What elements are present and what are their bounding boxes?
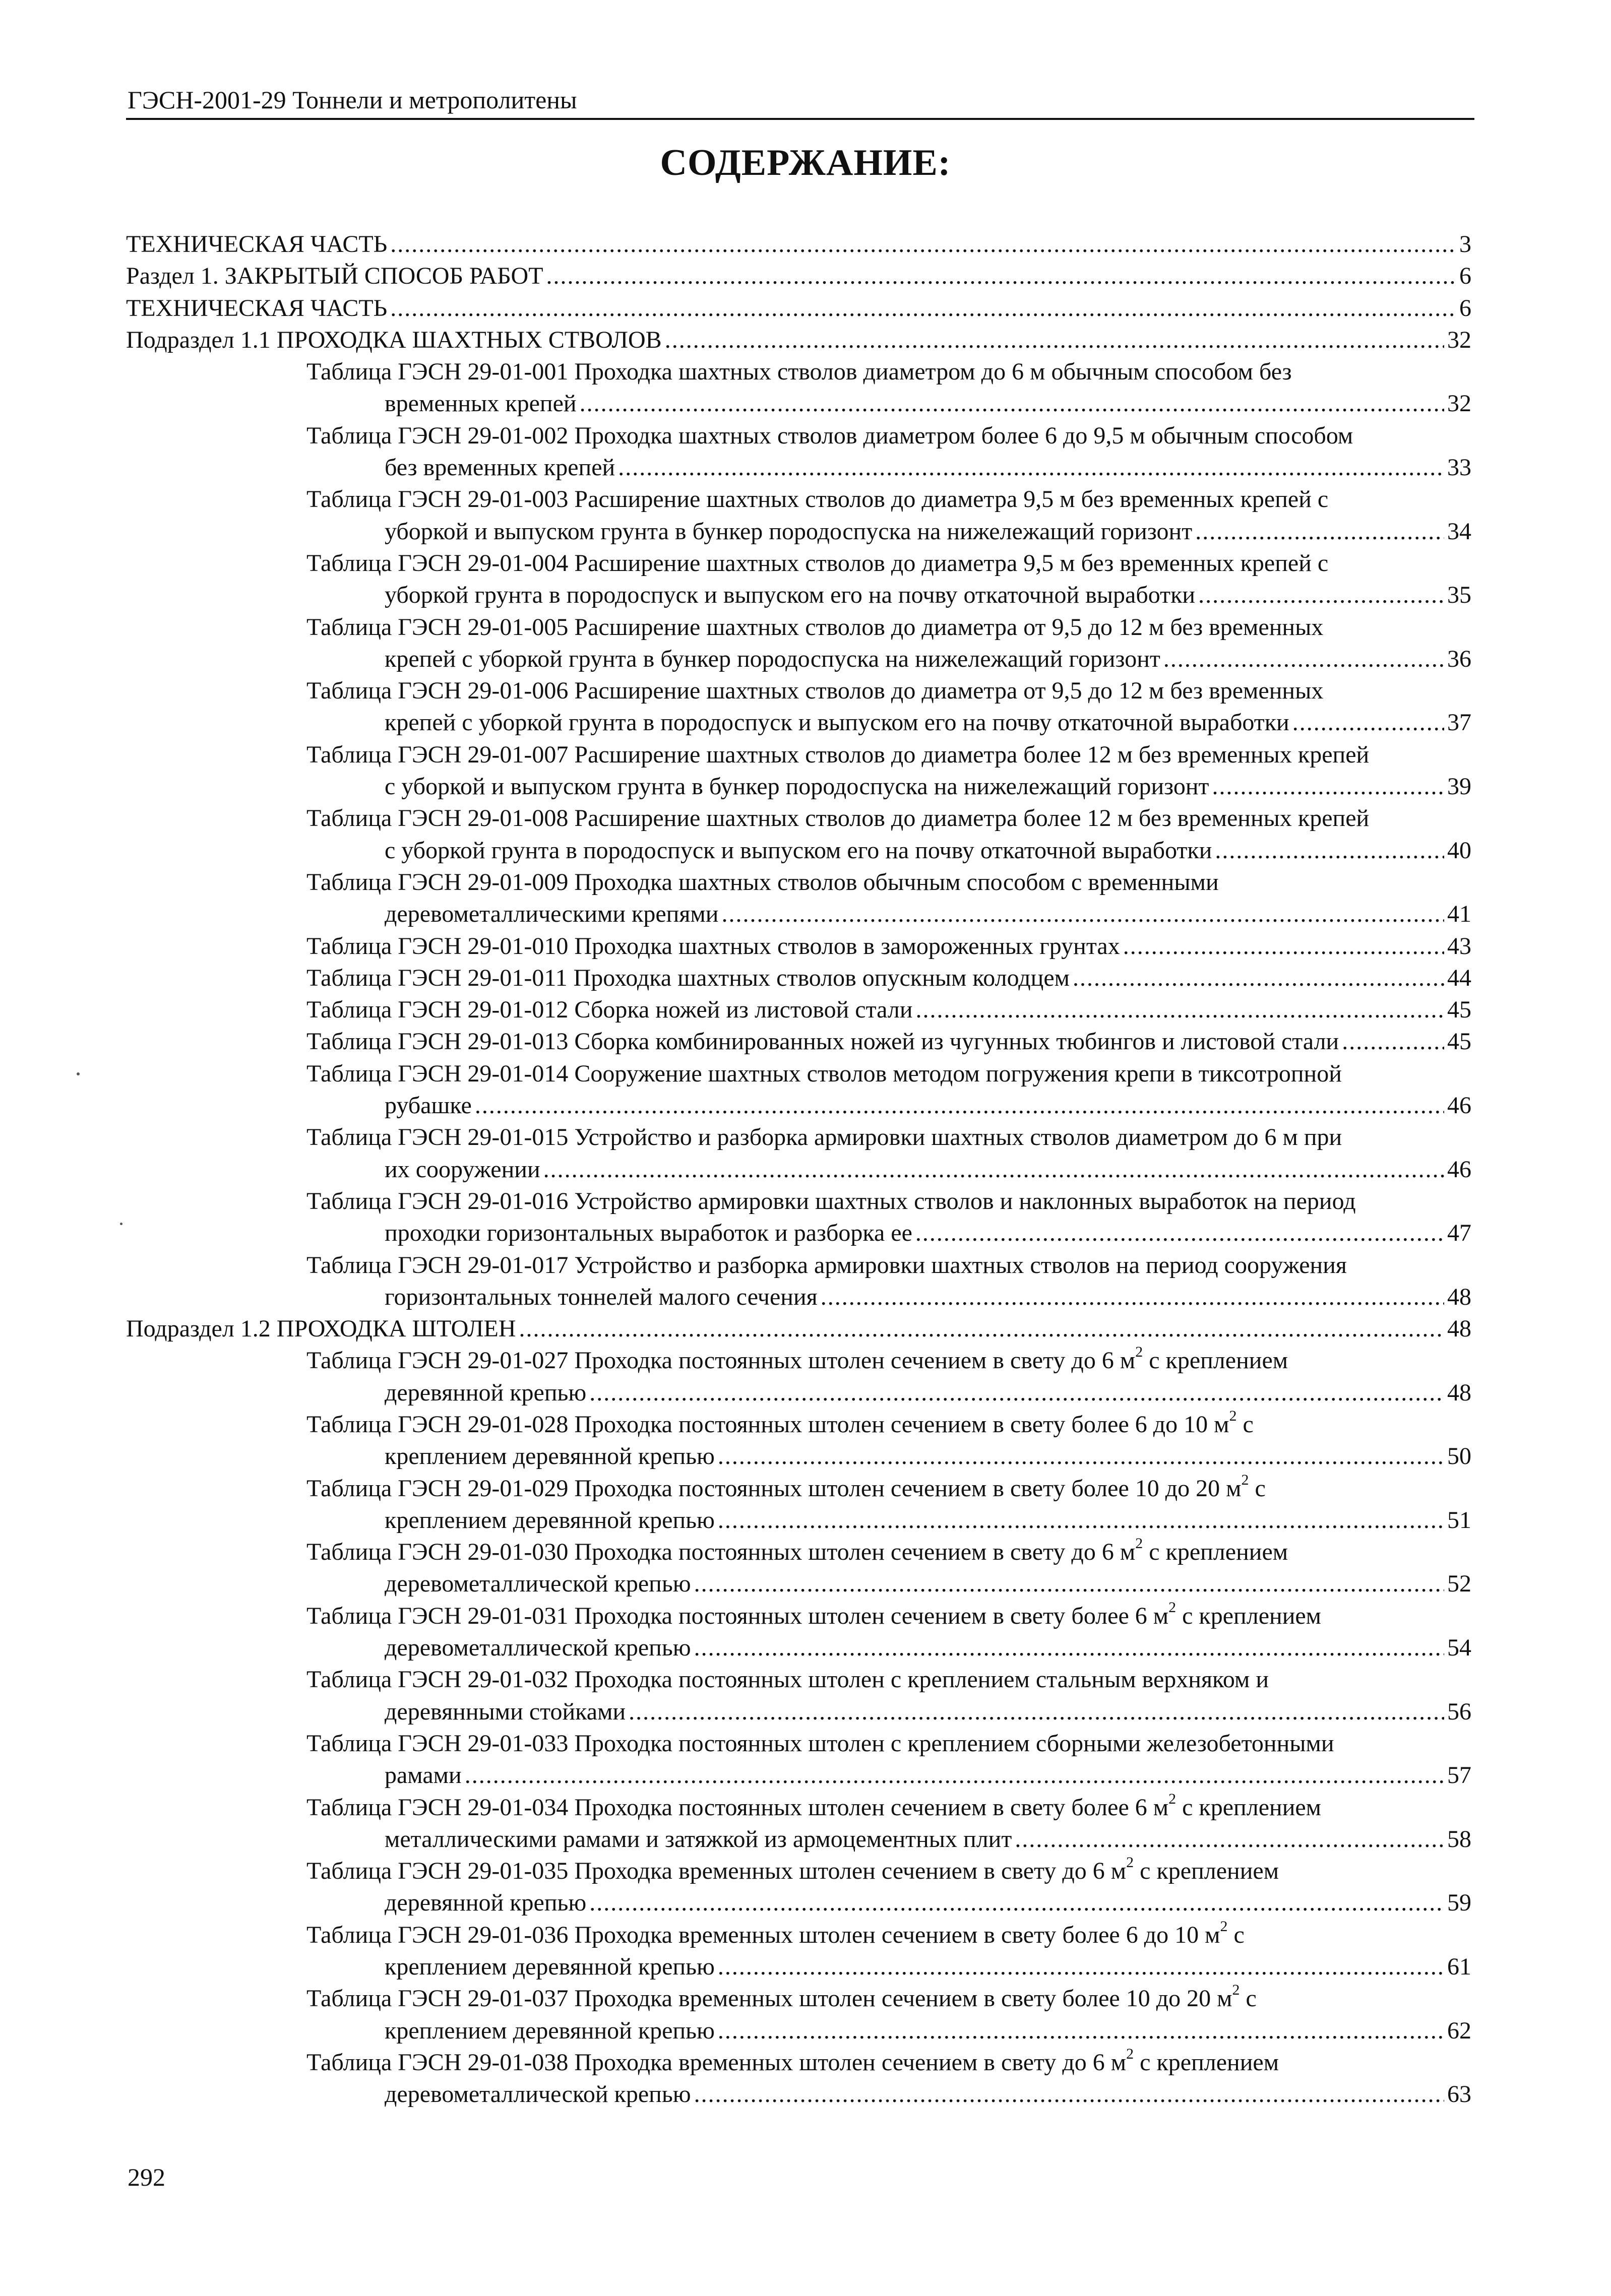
- dot-leader: [390, 228, 1456, 260]
- scan-speck: [120, 1223, 122, 1225]
- dot-leader: [589, 1887, 1444, 1919]
- toc-entry-line: [306, 1090, 1471, 1121]
- toc-entry-line: [306, 1377, 1471, 1409]
- toc-entry-line: [306, 1855, 1471, 1887]
- dot-leader: [718, 2015, 1444, 2047]
- toc-table-entry[interactable]: [126, 739, 1471, 803]
- dot-leader: [1195, 516, 1444, 547]
- toc-entry-line: [306, 1536, 1471, 1568]
- toc-entry-line: [306, 1121, 1471, 1153]
- toc-entry-line: [306, 1983, 1471, 2014]
- toc-table-entry[interactable]: [126, 1026, 1471, 1057]
- toc-page-number: 48: [1447, 1379, 1471, 1406]
- dot-leader: [718, 1951, 1444, 1983]
- dot-leader: [1292, 707, 1444, 738]
- toc-entry-text: Таблица ГЭСН 29-01-031 Проходка постоянных штолен сечением в свету более 6 $м^2$ с креплением: [306, 1599, 1322, 1629]
- toc-entry-line: [306, 579, 1471, 611]
- toc-entry-line: [306, 643, 1471, 675]
- toc-table-entry[interactable]: [126, 1058, 1471, 1122]
- toc-entry-text: горизонтальных тоннелей малого сечения: [385, 1283, 818, 1310]
- toc-table-entry[interactable]: [126, 866, 1471, 930]
- page-title: СОДЕРЖАНИЕ:: [660, 142, 951, 183]
- toc-entry-text: Таблица ГЭСН 29-01-036 Проходка временных штолен сечением в свету более 6 до 10 $м^2$ с: [306, 1918, 1245, 1948]
- dot-leader: [694, 1568, 1444, 1600]
- toc-page-number: 45: [1447, 1028, 1471, 1055]
- toc-entry-line: [306, 1026, 1471, 1057]
- toc-entry-text: деревометаллической крепью: [385, 2081, 691, 2108]
- toc-page-number: 59: [1447, 1889, 1471, 1917]
- toc-entry-text: креплением деревянной крепью: [385, 2017, 715, 2044]
- toc-entry-text: с уборкой и выпуском грунта в бункер породоспуска на нижележащий горизонт: [385, 773, 1209, 800]
- toc-entry-line: [306, 675, 1471, 707]
- toc-page-number: 37: [1447, 709, 1471, 736]
- dot-leader: [546, 260, 1456, 292]
- toc-table-entry[interactable]: [126, 483, 1471, 547]
- dot-leader: [1163, 643, 1444, 675]
- toc-entry-text: Таблица ГЭСН 29-01-014 Сооружение шахтных стволов методом погружения крепи в тиксотропной: [306, 1060, 1342, 1087]
- toc-entry-text: крепей с уборкой грунта в бункер породоспуска на нижележащий горизонт: [385, 645, 1160, 672]
- toc-table-entry[interactable]: [126, 1728, 1471, 1792]
- toc-entry-line: [306, 962, 1471, 994]
- toc-section-entry[interactable]: [126, 324, 1471, 356]
- dot-leader: [390, 292, 1456, 324]
- toc-entry-line: [306, 1154, 1471, 1185]
- toc-page-number: 56: [1447, 1698, 1471, 1725]
- dot-leader: [694, 2078, 1444, 2110]
- toc-entry-text: временных крепей: [385, 390, 577, 417]
- toc-page-number: 50: [1447, 1443, 1471, 1470]
- dot-leader: [1198, 579, 1444, 611]
- toc-entry-text: Таблица ГЭСН 29-01-037 Проходка временных штолен сечением в свету более 10 до 20 $м^2$ с: [306, 1982, 1257, 2012]
- toc-entry-text: Таблица ГЭСН 29-01-012 Сборка ножей из листовой стали: [306, 996, 913, 1024]
- toc-entry-text: креплением деревянной крепью: [385, 1506, 715, 1534]
- toc-entry-line: [306, 930, 1471, 962]
- dot-leader: [1073, 962, 1444, 994]
- toc-table-entry[interactable]: [126, 1345, 1471, 1409]
- toc-entry-text: Таблица ГЭСН 29-01-003 Расширение шахтных стволов до диаметра 9,5 м без временных крепей с: [306, 486, 1329, 513]
- toc-page-number: 39: [1447, 773, 1471, 800]
- dot-leader: [475, 1090, 1444, 1121]
- toc-entry-line: [126, 292, 1471, 324]
- toc-entry-text: без временных крепей: [385, 454, 615, 481]
- toc-entry-line: [306, 2015, 1471, 2047]
- toc-entry-text: Подраздел 1.1 ПРОХОДКА ШАХТНЫХ СТВОЛОВ: [126, 326, 662, 353]
- toc-entry-line: [306, 483, 1471, 515]
- toc-entry-text: ТЕХНИЧЕСКАЯ ЧАСТЬ: [126, 231, 388, 258]
- toc-entry-text: Таблица ГЭСН 29-01-038 Проходка временных штолен сечением в свету до 6 $м^2$ с креплением: [306, 2045, 1279, 2076]
- toc-entry-line: [306, 1664, 1471, 1695]
- toc-entry-line: [306, 1823, 1471, 1855]
- toc-entry-text: уборкой и выпуском грунта в бункер породоспуска на нижележащий горизонт: [385, 518, 1193, 545]
- dot-leader: [694, 1632, 1444, 1664]
- toc-page-number: 52: [1447, 1570, 1471, 1598]
- toc-entry-line: [126, 1313, 1471, 1345]
- toc-page-number: 51: [1447, 1506, 1471, 1534]
- scan-speck: [77, 1072, 80, 1075]
- toc-table-entry[interactable]: [126, 1473, 1471, 1537]
- toc-page-number: 61: [1447, 1953, 1471, 1981]
- toc-entry-text: Таблица ГЭСН 29-01-006 Расширение шахтных стволов до диаметра от 9,5 до 12 м без временных: [306, 677, 1324, 705]
- toc-entry-text: Таблица ГЭСН 29-01-030 Проходка постоянных штолен сечением в свету до 6 $м^2$ с креплением: [306, 1535, 1288, 1566]
- toc-entry-line: [306, 707, 1471, 738]
- toc-table-entry[interactable]: [126, 802, 1471, 866]
- toc-entry-text: деревометаллической крепью: [385, 1570, 691, 1598]
- toc-entry-text: Таблица ГЭСН 29-01-007 Расширение шахтных стволов до диаметра более 12 м без временных крепей: [306, 741, 1370, 768]
- toc-entry-line: [306, 898, 1471, 930]
- toc-entry-text: их сооружении: [385, 1156, 540, 1183]
- toc-entry-line: [306, 1759, 1471, 1791]
- toc-page-number: 41: [1447, 901, 1471, 928]
- toc-entry-line: [306, 835, 1471, 866]
- toc-page-number: 32: [1447, 390, 1471, 417]
- toc-table-entry[interactable]: [126, 1600, 1471, 1664]
- toc-entry-line: [306, 547, 1471, 579]
- toc-entry-line: [126, 228, 1471, 260]
- toc-table-entry[interactable]: [126, 1664, 1471, 1728]
- toc-page-number: 54: [1447, 1634, 1471, 1662]
- dot-leader: [465, 1759, 1444, 1791]
- toc-entry-text: Раздел 1. ЗАКРЫТЫЙ СПОСОБ РАБОТ: [126, 263, 543, 290]
- toc-table-entry[interactable]: [126, 994, 1471, 1026]
- toc-entry-line: [306, 1504, 1471, 1536]
- toc-entry-text: уборкой грунта в породоспуск и выпуском его на почву откаточной выработки: [385, 582, 1196, 609]
- toc-entry-line: [306, 1951, 1471, 1983]
- toc-entry-line: [306, 1058, 1471, 1090]
- toc-page-number: 46: [1447, 1092, 1471, 1119]
- toc-entry-text: проходки горизонтальных выработок и разборка ее: [385, 1220, 912, 1247]
- toc-page-number: 32: [1447, 326, 1471, 353]
- header-rule: [126, 118, 1474, 120]
- toc-table-entry[interactable]: [126, 1855, 1471, 1919]
- toc-entry-line: [306, 1217, 1471, 1249]
- toc-entry-text: Таблица ГЭСН 29-01-028 Проходка постоянных штолен сечением в свету более 6 до 10 $м^2$ с: [306, 1407, 1254, 1438]
- toc-table-entry[interactable]: [126, 675, 1471, 739]
- toc-entry-text: креплением деревянной крепью: [385, 1443, 715, 1470]
- dot-leader: [1123, 930, 1444, 962]
- toc-entry-line: [306, 1473, 1471, 1504]
- toc-page-number: 35: [1447, 582, 1471, 609]
- toc-entry-line: [306, 420, 1471, 452]
- dot-leader: [543, 1154, 1444, 1185]
- toc-table-entry[interactable]: [126, 1536, 1471, 1600]
- dot-leader: [718, 1440, 1444, 1472]
- toc-page-number: 48: [1447, 1315, 1471, 1343]
- toc-entry-text: Таблица ГЭСН 29-01-027 Проходка постоянных штолен сечением в свету до 6 $м^2$ с креплением: [306, 1344, 1288, 1374]
- toc-table-entry[interactable]: [126, 1983, 1471, 2047]
- toc-entry-line: [306, 452, 1471, 483]
- toc-entry-line: [306, 2078, 1471, 2110]
- toc-table-entry[interactable]: [126, 1249, 1471, 1313]
- toc-entry-text: Таблица ГЭСН 29-01-001 Проходка шахтных стволов диаметром до 6 м обычным способом без: [306, 358, 1292, 386]
- toc-entry-text: креплением деревянной крепью: [385, 1953, 715, 1981]
- dot-leader: [915, 1217, 1444, 1249]
- toc-entry-text: рамами: [385, 1762, 462, 1789]
- dot-leader: [721, 898, 1444, 930]
- page-number: 292: [128, 2163, 165, 2191]
- dot-leader: [665, 324, 1444, 356]
- toc-entry-line: [306, 2047, 1471, 2078]
- toc-table-entry[interactable]: [126, 1409, 1471, 1473]
- toc-page-number: 58: [1447, 1825, 1471, 1853]
- toc-table-entry[interactable]: [126, 962, 1471, 994]
- toc-page-number: 44: [1447, 964, 1471, 991]
- toc-entry-line: [306, 516, 1471, 547]
- toc-entry-text: рубашке: [385, 1092, 472, 1119]
- toc-page-number: 3: [1459, 231, 1471, 258]
- toc-table-entry[interactable]: [126, 1121, 1471, 1185]
- toc-entry-line: [306, 1185, 1471, 1217]
- toc-entry-line: [306, 1281, 1471, 1313]
- toc-table-entry[interactable]: [126, 356, 1471, 420]
- dot-leader: [1215, 835, 1444, 866]
- toc-entry-text: с уборкой грунта в породоспуск и выпуском его на почву откаточной выработки: [385, 837, 1212, 864]
- toc-page-number: 36: [1447, 645, 1471, 672]
- toc-entry-text: деревянной крепью: [385, 1379, 587, 1406]
- toc-table-entry[interactable]: [126, 1919, 1471, 1983]
- toc-entry-text: Таблица ГЭСН 29-01-032 Проходка постоянных штолен с креплением стальным верхняком и: [306, 1666, 1269, 1693]
- toc-entry-line: [306, 1728, 1471, 1759]
- toc-entry-text: Таблица ГЭСН 29-01-016 Устройство армировки шахтных стволов и наклонных выработок на период: [306, 1187, 1356, 1215]
- toc-entry-line: [306, 802, 1471, 834]
- toc-page-number: 33: [1447, 454, 1471, 481]
- toc-section-entry[interactable]: [126, 1313, 1471, 1345]
- toc-section-entry[interactable]: [126, 292, 1471, 324]
- toc-entry-line: [306, 1632, 1471, 1664]
- toc-entry-line: [306, 1409, 1471, 1440]
- toc-section-entry[interactable]: [126, 260, 1471, 292]
- toc-entry-line: [306, 1696, 1471, 1728]
- toc-entry-text: деревометаллическими крепями: [385, 901, 719, 928]
- running-header: ГЭСН-2001-29 Тоннели и метрополитены: [128, 86, 577, 114]
- toc-entry-text: Таблица ГЭСН 29-01-011 Проходка шахтных стволов опускным колодцем: [306, 964, 1070, 991]
- toc-entry-line: [126, 260, 1471, 292]
- toc-entry-text: металлическими рамами и затяжкой из армоцементных плит: [385, 1825, 1012, 1853]
- toc-entry-line: [306, 1792, 1471, 1823]
- toc-table-entry[interactable]: [126, 1792, 1471, 1856]
- toc-entry-text: ТЕХНИЧЕСКАЯ ЧАСТЬ: [126, 294, 388, 322]
- toc-page-number: 46: [1447, 1156, 1471, 1183]
- toc-page-number: 6: [1459, 294, 1471, 322]
- toc-entry-line: [306, 1887, 1471, 1919]
- toc-table-entry[interactable]: [126, 2047, 1471, 2111]
- toc-entry-line: [306, 771, 1471, 802]
- dot-leader: [580, 388, 1444, 419]
- dot-leader: [821, 1281, 1444, 1313]
- toc-page-number: 47: [1447, 1220, 1471, 1247]
- dot-leader: [618, 452, 1444, 483]
- toc-page-number: 34: [1447, 518, 1471, 545]
- dot-leader: [718, 1504, 1444, 1536]
- toc-entry-line: [306, 1249, 1471, 1281]
- toc-page-number: 57: [1447, 1762, 1471, 1789]
- toc-entry-line: [306, 611, 1471, 643]
- toc-table-entry[interactable]: [126, 420, 1471, 484]
- toc-entry-line: [306, 1600, 1471, 1632]
- toc-page-number: 6: [1459, 263, 1471, 290]
- toc-table-entry[interactable]: [126, 930, 1471, 962]
- toc-page-number: 48: [1447, 1283, 1471, 1310]
- toc-entry-line: [306, 1440, 1471, 1472]
- toc-entry-text: Таблица ГЭСН 29-01-017 Устройство и разборка армировки шахтных стволов на период сооружения: [306, 1251, 1347, 1279]
- dot-leader: [629, 1696, 1444, 1728]
- toc-page-number: 63: [1447, 2081, 1471, 2108]
- toc-table-entry[interactable]: [126, 611, 1471, 675]
- toc-entry-line: [306, 388, 1471, 419]
- toc-entry-line: [306, 356, 1471, 388]
- dot-leader: [589, 1377, 1444, 1409]
- toc-entry-text: Таблица ГЭСН 29-01-015 Устройство и разборка армировки шахтных стволов диаметром до 6 м при: [306, 1124, 1342, 1151]
- toc-entry-line: [126, 324, 1471, 356]
- toc-entry-text: Подраздел 1.2 ПРОХОДКА ШТОЛЕН: [126, 1315, 516, 1343]
- toc-entry-text: крепей с уборкой грунта в породоспуск и выпуском его на почву откаточной выработки: [385, 709, 1289, 736]
- toc-entry-text: деревянными стойками: [385, 1698, 626, 1725]
- dot-leader: [1015, 1823, 1444, 1855]
- toc-entry-text: Таблица ГЭСН 29-01-004 Расширение шахтных стволов до диаметра 9,5 м без временных крепей с: [306, 549, 1329, 577]
- toc-entry-text: Таблица ГЭСН 29-01-002 Проходка шахтных стволов диаметром более 6 до 9,5 м обычным способом: [306, 422, 1353, 449]
- toc-entry-text: Таблица ГЭСН 29-01-033 Проходка постоянных штолен с креплением сборными железобетонными: [306, 1730, 1334, 1757]
- toc-page-number: 40: [1447, 837, 1471, 864]
- toc-entry-text: Таблица ГЭСН 29-01-029 Проходка постоянных штолен сечением в свету более 10 до 20 $м^2$ с: [306, 1471, 1266, 1502]
- toc-entry-text: деревометаллической крепью: [385, 1634, 691, 1662]
- toc-entry-line: [306, 1919, 1471, 1951]
- toc-entry-line: [306, 866, 1471, 898]
- toc-page-number: 43: [1447, 932, 1471, 960]
- dot-leader: [916, 994, 1444, 1026]
- toc-entry-text: Таблица ГЭСН 29-01-034 Проходка постоянных штолен сечением в свету более 6 $м^2$ с креплением: [306, 1790, 1322, 1821]
- toc-entry-text: Таблица ГЭСН 29-01-008 Расширение шахтных стволов до диаметра более 12 м без временных крепей: [306, 805, 1370, 832]
- toc-entry-line: [306, 994, 1471, 1026]
- toc-entry-line: [306, 1568, 1471, 1600]
- toc-entry-text: Таблица ГЭСН 29-01-035 Проходка временных штолен сечением в свету до 6 $м^2$ с креплением: [306, 1854, 1279, 1885]
- toc-entry-text: Таблица ГЭСН 29-01-005 Расширение шахтных стволов до диаметра от 9,5 до 12 м без временных: [306, 613, 1324, 641]
- dot-leader: [519, 1313, 1444, 1345]
- table-of-contents: [126, 228, 1471, 2111]
- toc-page-number: 45: [1447, 996, 1471, 1024]
- toc-entry-text: деревянной крепью: [385, 1889, 587, 1917]
- toc-page-number: 62: [1447, 2017, 1471, 2044]
- toc-entry-line: [306, 739, 1471, 771]
- toc-entry-line: [306, 1345, 1471, 1376]
- toc-entry-text: Таблица ГЭСН 29-01-013 Сборка комбинированных ножей из чугунных тюбингов и листовой стали: [306, 1028, 1339, 1055]
- toc-table-entry[interactable]: [126, 1185, 1471, 1249]
- dot-leader: [1342, 1026, 1444, 1057]
- toc-section-entry[interactable]: [126, 228, 1471, 260]
- toc-entry-text: Таблица ГЭСН 29-01-009 Проходка шахтных стволов обычным способом с временными: [306, 868, 1219, 896]
- toc-table-entry[interactable]: [126, 547, 1471, 611]
- toc-entry-text: Таблица ГЭСН 29-01-010 Проходка шахтных стволов в замороженных грунтах: [306, 932, 1120, 960]
- dot-leader: [1212, 771, 1445, 802]
